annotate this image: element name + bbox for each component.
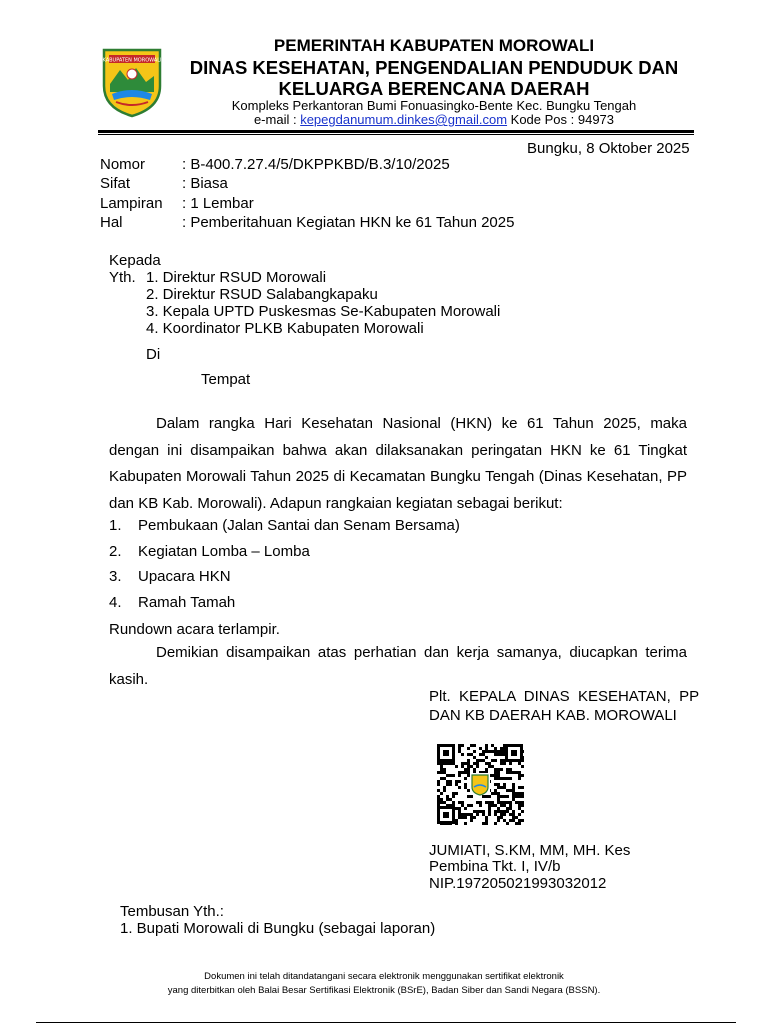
signatory-title-line2: DAN KB DAERAH KAB. MOROWALI — [429, 707, 677, 724]
recipient-place: Tempat — [201, 371, 251, 388]
regency-logo — [100, 46, 164, 118]
header-divider-thick — [98, 130, 694, 133]
logo-lettering: KABUPATEN MOROWALI — [102, 57, 162, 64]
recipient-item: 3. Kepala UPTD Puskesmas Se-Kabupaten Morowali — [146, 303, 501, 320]
recipient-item: 2. Direktur RSUD Salabangkapaku — [146, 286, 378, 303]
header-government: PEMERINTAH KABUPATEN MOROWALI — [273, 36, 595, 55]
activity-number: 1. — [109, 517, 122, 534]
email-prefix: e-mail : — [253, 112, 301, 127]
recipient-item: 4. Koordinator PLKB Kabupaten Morowali — [146, 320, 424, 337]
closing-paragraph-wrapper — [109, 640, 687, 693]
footer-certificate-line1: Dokumen ini telah ditandatangani secara elektronik menggunakan sertifikat elektronik — [204, 971, 564, 982]
body-paragraph — [109, 411, 687, 517]
meta-key: Hal — [100, 214, 123, 231]
activity-text: Upacara HKN — [138, 568, 231, 585]
header-agency-line2: KELUARGA BERENCANA DAERAH — [278, 78, 590, 99]
activity-number: 2. — [109, 543, 122, 560]
rundown-note: Rundown acara terlampir. — [109, 621, 280, 638]
header-contact — [170, 112, 698, 127]
header-divider-thin — [98, 134, 694, 135]
recipient-heading: Kepada — [109, 252, 161, 269]
activity-text: Ramah Tamah — [138, 594, 236, 611]
activity-number: 3. — [109, 568, 122, 585]
email-link[interactable]: kepegdanumum.dinkes@gmail.com — [300, 112, 508, 127]
meta-key: Nomor — [100, 156, 146, 173]
recipient-di: Di — [146, 346, 161, 363]
activity-number: 4. — [109, 594, 122, 611]
meta-value: : Biasa — [182, 175, 228, 192]
signatory-name: JUMIATI, S.KM, MM, MH. Kes — [429, 842, 631, 859]
recipient-item: 1. Direktur RSUD Morowali — [146, 269, 327, 286]
cc-heading: Tembusan Yth.: — [120, 903, 224, 920]
footer-divider — [36, 1022, 736, 1023]
meta-value: : Pemberitahuan Kegiatan HKN ke 61 Tahun 2025 — [182, 214, 515, 231]
activity-text: Pembukaan (Jalan Santai dan Senam Bersama) — [138, 517, 460, 534]
signatory-rank: Pembina Tkt. I, IV/b — [429, 858, 561, 875]
closing-paragraph: Demikian disampaikan atas perhatian dan kerja samanya, diucapkan terima kasih. — [109, 644, 687, 688]
signatory-title — [429, 687, 700, 725]
meta-value: : B-400.7.27.4/5/DKPPKBD/B.3/10/2025 — [182, 156, 450, 173]
header-agency-line1: DINAS KESEHATAN, PENGENDALIAN PENDUDUK DAN — [189, 57, 679, 78]
meta-key: Lampiran — [100, 195, 163, 212]
header-address: Kompleks Perkantoran Bumi Fonuasingko-Bente Kec. Bungku Tengah — [231, 98, 637, 113]
signatory-title-line1: Plt. KEPALA DINAS KESEHATAN, PP — [429, 688, 700, 705]
cc-item: 1. Bupati Morowali di Bungku (sebagai laporan) — [120, 920, 436, 937]
signatory-nip: NIP.197205021993032012 — [429, 875, 607, 892]
letter-date: Bungku, 8 Oktober 2025 — [527, 140, 690, 157]
postal-code: Kode Pos : 94973 — [507, 112, 615, 127]
qr-code-signature — [436, 743, 524, 825]
meta-value: : 1 Lembar — [182, 195, 254, 212]
opening-paragraph: Dalam rangka Hari Kesehatan Nasional (HKN) ke 61 Tahun 2025, maka dengan ini disampaikan bahwa akan dilaksanakan peringatan HKN ke 61 Tingkat Kabupaten Morowali Tahun 2025 di Kecamatan Bungku Tengah (Dinas Kesehatan, PP dan KB Kab. Morowali). Adapun rangkaian kegiatan sebagai berikut: — [109, 415, 687, 512]
recipient-yth: Yth. — [109, 269, 136, 286]
meta-key: Sifat — [100, 175, 131, 192]
activity-text: Kegiatan Lomba – Lomba — [138, 543, 310, 560]
footer-certificate-line2: yang diterbitkan oleh Balai Besar Sertifikasi Elektronik (BSrE), Badan Siber dan Sandi Negara (BSSN). — [167, 985, 601, 996]
